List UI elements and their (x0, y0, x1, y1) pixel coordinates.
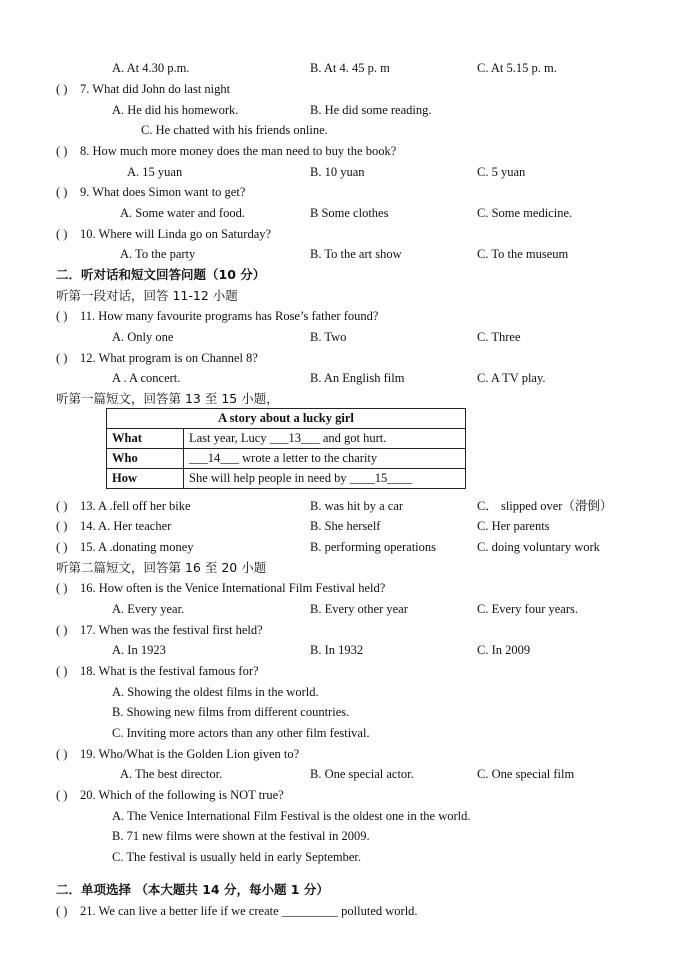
table-row-key: What (107, 429, 184, 449)
q20-option-a: A. The Venice International Film Festival is the oldest one in the world. (112, 809, 471, 823)
q12-option-b: B. An English film (310, 371, 405, 385)
q16-option-b: B. Every other year (310, 602, 408, 616)
q16-question: 16. How often is the Venice International Film Festival held? (80, 581, 386, 595)
q10-question: 10. Where will Linda go on Saturday? (80, 227, 272, 241)
answer-paren: ( ) (56, 144, 68, 158)
section2-heading: 二．听对话和短文回答问题（10 分） (56, 267, 266, 282)
answer-paren: ( ) (56, 351, 68, 365)
passage1-instruction: 听第一篇短文，回答第 13 至 15 小题， (56, 391, 279, 406)
q13-option-b: B. was hit by a car (310, 499, 404, 513)
q14-option-b: B. She herself (310, 519, 381, 533)
q11-option-a: A. Only one (112, 330, 174, 344)
q7-question: 7. What did John do last night (80, 82, 231, 96)
answer-paren: ( ) (56, 227, 68, 241)
table-row-value (184, 429, 466, 449)
q15-option-c: C. doing voluntary work (477, 540, 600, 554)
blank-15: ____15____ (349, 471, 413, 485)
q20-option-b: B. 71 new films were shown at the festival in 2009. (112, 829, 370, 843)
q18-option-c: C. Inviting more actors than any other film festival. (112, 726, 370, 740)
q12-option-c: C. A TV play. (477, 371, 546, 385)
blank-14: ___14___ (189, 451, 239, 465)
q8-option-c: C. 5 yuan (477, 165, 526, 179)
story-table (106, 408, 466, 489)
q20-question: 20. Which of the following is NOT true? (80, 788, 284, 802)
answer-paren: ( ) (56, 185, 68, 199)
answer-paren: ( ) (56, 540, 68, 554)
q14-option-c: C. Her parents (477, 519, 550, 533)
table-row-key: How (107, 469, 184, 489)
table-row-value (184, 449, 466, 469)
q13-option-c: C． slipped over（滑倒） (477, 499, 613, 513)
answer-paren: ( ) (56, 519, 68, 533)
q8-option-a: A. 15 yuan (127, 165, 183, 179)
table-row-text-before: She will help people in need by (189, 471, 350, 485)
q10-option-b: B. To the art show (310, 247, 402, 261)
q6-option-a: A. At 4.30 p.m. (112, 61, 190, 75)
answer-paren: ( ) (56, 747, 68, 761)
table-row-text-after: and got hurt. (319, 431, 387, 445)
q8-question: 8. How much more money does the man need to buy the book? (80, 144, 397, 158)
q14-question: 14. A. Her teacher (80, 519, 172, 533)
q6-option-c: C. At 5.15 p. m. (477, 61, 557, 75)
table-row (107, 429, 466, 449)
answer-paren: ( ) (56, 499, 68, 513)
q19-option-b: B. One special actor. (310, 767, 414, 781)
q18-option-a: A. Showing the oldest films in the world. (112, 685, 319, 699)
q7-option-c: C. He chatted with his friends online. (141, 123, 328, 137)
section3-heading: 二．单项选择 （本大题共 14 分，每小题 1 分） (56, 882, 329, 897)
q17-question: 17. When was the festival first held? (80, 623, 263, 637)
q9-option-c: C. Some medicine. (477, 206, 573, 220)
answer-paren: ( ) (56, 581, 68, 595)
answer-paren: ( ) (56, 82, 68, 96)
answer-paren: ( ) (56, 664, 68, 678)
q12-question: 12. What program is on Channel 8? (80, 351, 258, 365)
q17-option-a: A. In 1923 (112, 643, 166, 657)
q11-question: 11. How many favourite programs has Rose’s father found? (80, 309, 379, 323)
answer-paren: ( ) (56, 309, 68, 323)
table-row-key: Who (107, 449, 184, 469)
q7-option-a: A. He did his homework. (112, 103, 239, 117)
answer-paren: ( ) (56, 904, 68, 918)
q16-option-c: C. Every four years. (477, 602, 579, 616)
blank-13: ___13___ (269, 431, 320, 445)
dialog1-instruction: 听第一段对话，回答 11-12 小题 (56, 288, 238, 303)
q18-question: 18. What is the festival famous for? (80, 664, 259, 678)
q9-option-a: A. Some water and food. (120, 206, 245, 220)
answer-paren: ( ) (56, 623, 68, 637)
passage2-instruction: 听第二篇短文，回答第 16 至 20 小题 (56, 560, 267, 575)
q9-option-b: B Some clothes (310, 206, 389, 220)
q21-question: 21. We can live a better life if we create _________ polluted world. (80, 904, 418, 918)
q15-option-b: B. performing operations (310, 540, 437, 554)
q10-option-c: C. To the museum (477, 247, 569, 261)
q17-option-c: C. In 2009 (477, 643, 531, 657)
q17-option-b: B. In 1932 (310, 643, 364, 657)
q11-option-b: B. Two (310, 330, 347, 344)
q19-question: 19. Who/What is the Golden Lion given to? (80, 747, 300, 761)
table-row-text-before: Last year, Lucy (189, 431, 270, 445)
table-row-text-after: wrote a letter to the charity (239, 451, 378, 465)
q13-question: 13. A .fell off her bike (80, 499, 191, 513)
q20-option-c: C. The festival is usually held in early September. (112, 850, 362, 864)
table-row (107, 469, 466, 489)
table-row (107, 449, 466, 469)
q16-option-a: A. Every year. (112, 602, 185, 616)
q6-option-b: B. At 4. 45 p. m (310, 61, 390, 75)
q7-option-b: B. He did some reading. (310, 103, 432, 117)
q8-option-b: B. 10 yuan (310, 165, 365, 179)
q9-question: 9. What does Simon want to get? (80, 185, 246, 199)
story-table-title: A story about a lucky girl (107, 409, 466, 429)
q19-option-c: C. One special film (477, 767, 575, 781)
q18-option-b: B. Showing new films from different countries. (112, 705, 350, 719)
q12-option-a: A . A concert. (112, 371, 181, 385)
q15-question: 15. A .donating money (80, 540, 194, 554)
answer-paren: ( ) (56, 788, 68, 802)
table-row-value (184, 469, 466, 489)
q19-option-a: A. The best director. (120, 767, 223, 781)
q11-option-c: C. Three (477, 330, 521, 344)
q10-option-a: A. To the party (120, 247, 196, 261)
